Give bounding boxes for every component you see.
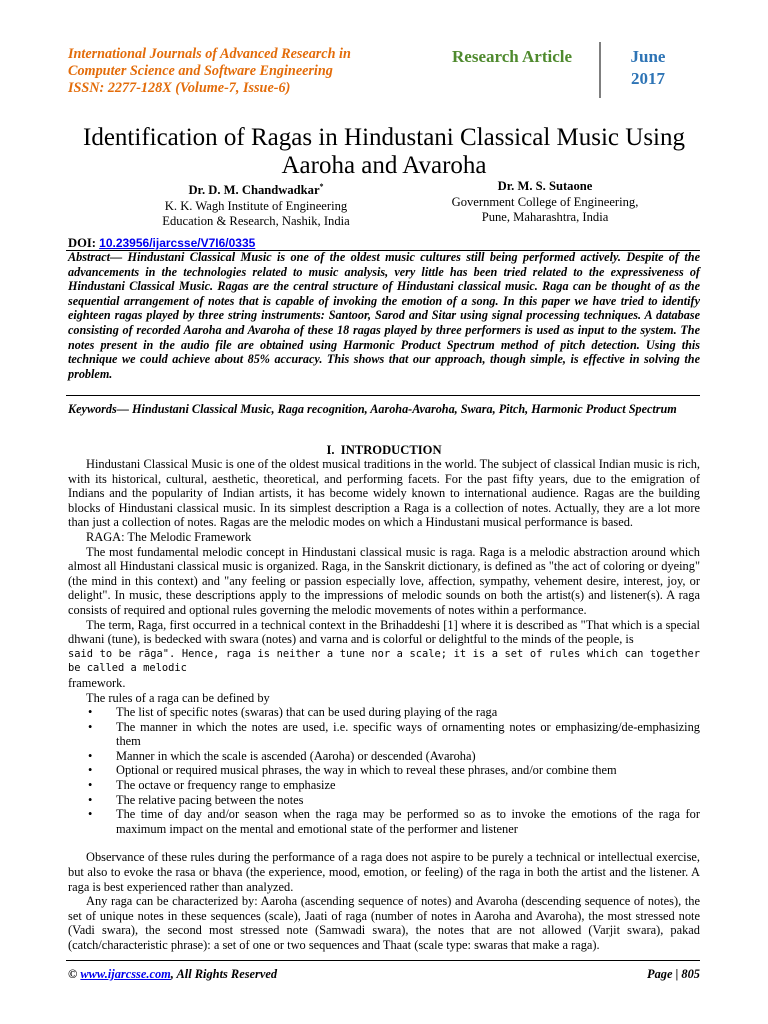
- paragraph: The rules of a raga can be defined by: [86, 690, 270, 705]
- list-item-text: Optional or required musical phrases, the way in which to reveal these phrases, and/or combine them: [116, 763, 617, 778]
- paper-title: [40, 124, 728, 180]
- footer-copyright: [68, 967, 277, 982]
- bullet-icon: •: [88, 763, 93, 778]
- list-item: [68, 720, 700, 749]
- body-text: [68, 457, 700, 953]
- issue-month: June: [630, 47, 666, 66]
- section-heading: [68, 443, 700, 458]
- doi-label: DOI:: [68, 236, 96, 250]
- author-1-name: Dr. D. M. Chandwadkar: [188, 183, 320, 198]
- bullet-icon: •: [88, 748, 93, 763]
- list-item-text: Manner in which the scale is ascended (Aaroha) or descended (Avaroha): [116, 748, 476, 763]
- paragraph: Hindustani Classical Music is one of the oldest musical traditions in the world. The subject of classical Indian music is rich, with its historical, cultural, aesthetic, theoretical, and performing facets. For the past fifty years, due to the emigration of Indians and the popularity of Indian artists, it has become widely known to international audience. Ragas are the building blocks of Hindustani classical music. In its simplest description a Raga is a collection of notes. Actually, they are a lot more than just a collection of notes. Ragas are the melodic modes on which a Hindustani musical performance is based.: [68, 457, 700, 530]
- paragraph: Observance of these rules during the performance of a raga does not aspire to be purely a technical or intellectual exercise, but also to evoke the rasa or bhava (the experience, mood, emotion, or feeling) of the raga in both the artist and the listener. A raga is best experienced rather than analyzed.: [68, 850, 700, 894]
- footer-rule: [66, 960, 700, 961]
- list-item-text: The time of day and/or season when the raga may be performed so as to invoke the emotions of the raga for maximum impact on the mental and emotional state of the performer and listener: [116, 807, 700, 836]
- bullet-icon: •: [88, 705, 93, 720]
- list-item-text: The list of specific notes (swaras) that can be used during playing of the raga: [116, 705, 498, 720]
- bullet-icon: •: [88, 792, 93, 807]
- list-item: [68, 807, 700, 836]
- journal-line-2: Computer Science and Software Engineering: [68, 63, 333, 79]
- keywords: Keywords— Hindustani Classical Music, Raga recognition, Aaroha-Avaroha, Swara, Pitch, Harmonic Product Spectrum: [68, 402, 677, 416]
- list-item: [68, 749, 700, 764]
- title-line-1: Identification of Ragas in Hindustani Classical Music Using: [83, 124, 685, 151]
- list-item: [68, 763, 700, 778]
- journal-issn: ISSN: 2277-128X (Volume-7, Issue-6): [68, 80, 291, 96]
- issue-date: [618, 46, 678, 90]
- subheading: RAGA: The Melodic Framework: [86, 529, 252, 544]
- abstract: Abstract— Hindustani Classical Music is one of the oldest music cultures still being performed actively. Despite of the advancements in the technologies related to music analysis, very little has been tried related to the expressiveness of Hindustani Classical Music. Ragas are the central structure of Hindustani classical music. Raga can be thought of as the sequential arrangement of notes that is capable of invoking the emotion of a song. In this paper we have tried to identify eighteen ragas played by three string instruments: Santoor, Sarod and Sitar using signal processing techniques. A database consisting of recorded Aaroha and Avaroha of these 18 ragas played by three performers is used as input to the system. The notes present in the audio file are obtained using Harmonic Product Spectrum method of pitch detection. Using this technique we could achieve about 85% accuracy. This shows that our approach, though simple, is effective in solving the problem.: [68, 250, 700, 381]
- title-line-2: Aaroha and Avaroha: [281, 152, 487, 179]
- author-1: [106, 179, 406, 230]
- page-number: Page | 805: [647, 967, 700, 981]
- paragraph: The term, Raga, first occurred in a technical context in the Brihaddeshi [1] where it is described as "That which is a special dhwani (tune), is bedecked with swara (notes) and varna and is colorful or delightful to the minds of the people, is: [68, 617, 700, 647]
- raga-rules-list: [68, 705, 700, 836]
- author-2-affiliation-1: Government College of Engineering,: [451, 194, 639, 209]
- doi: [68, 236, 255, 251]
- issue-year: 2017: [631, 69, 665, 88]
- rights-text: , All Rights Reserved: [170, 967, 278, 981]
- author-2: [395, 179, 695, 226]
- author-2-affiliation-2: Pune, Maharashtra, India: [481, 210, 609, 224]
- abstract-bottom-rule: [66, 395, 700, 396]
- list-item-text: The manner in which the notes are used, i.e. specific ways of ornamenting notes or emphasizing/de-emphasizing them: [116, 719, 700, 749]
- list-item: [68, 793, 700, 808]
- paragraph-line-mono: said to be rāga". Hence, raga is neither a tune nor a scale; it is a set of rules which can together be called a melodic: [68, 647, 700, 675]
- journal-line-1: International Journals of Advanced Research in: [68, 46, 351, 62]
- bullet-icon: •: [88, 778, 93, 793]
- header-divider: [599, 42, 601, 98]
- article-type: Research Article: [452, 47, 573, 66]
- journal-name: [68, 46, 448, 97]
- section-title: INTRODUCTION: [340, 443, 442, 457]
- bullet-icon: •: [88, 807, 93, 822]
- bullet-icon: •: [88, 719, 93, 734]
- paragraph-end: framework.: [68, 675, 126, 690]
- author-1-affiliation-1: K. K. Wagh Institute of Engineering: [164, 198, 348, 213]
- list-item: [68, 705, 700, 720]
- paragraph: Any raga can be characterized by: Aaroha (ascending sequence of notes) and Avaroha (descending sequence of notes), the set of unique notes in these sequences (scale), Jaati of raga (number of notes in Aaroha and Avaroha), the most stressed note (Vadi swara), the second most stressed note (Samwadi swara), the notes that are not allowed (Varjit swara), pakad (catch/characteristic phrase): a set of one or two sequences and Thaat (scale type: swaras that make a raga).: [68, 894, 700, 952]
- paragraph: The most fundamental melodic concept in Hindustani classical music is raga. Raga is a melodic abstraction around which almost all Hindustani classical music is organized. Raga, in the Sanskrit dictionary, is defined as "the act of coloring or dyeing" (the mind in this context) and "any feeling or passion especially love, affection, sympathy, vehement desire, interest, joy, or delight". In music, these descriptions apply to the impressions of melodic sounds on both the artist(s) and listener(s). A raga consists of required and optional rules governing the melodic movements of notes within a performance.: [68, 544, 700, 617]
- copyright-symbol: ©: [68, 967, 78, 981]
- author-2-name: Dr. M. S. Sutaone: [497, 179, 593, 193]
- doi-link[interactable]: 10.23956/ijarcsse/V7I6/0335: [99, 236, 256, 250]
- author-1-affiliation-2: Education & Research, Nashik, India: [162, 214, 350, 229]
- author-1-mark: *: [319, 182, 324, 191]
- site-link[interactable]: www.ijarcsse.com: [80, 967, 171, 981]
- list-item-text: The relative pacing between the notes: [116, 792, 304, 807]
- list-item-text: The octave or frequency range to emphasize: [116, 778, 336, 793]
- section-number: I.: [326, 443, 335, 457]
- list-item: [68, 778, 700, 793]
